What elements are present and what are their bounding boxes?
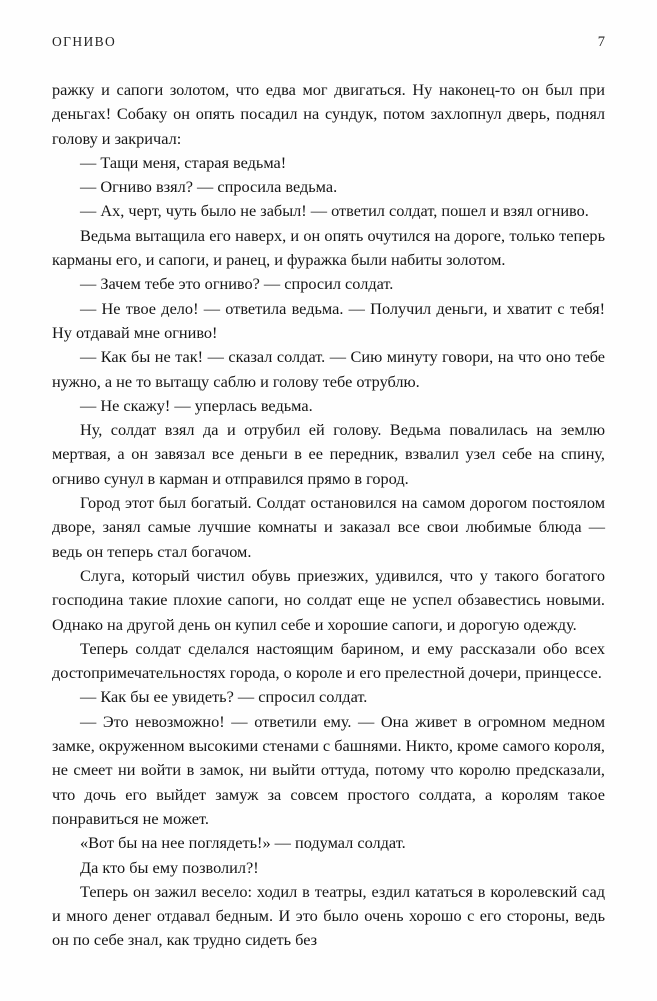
paragraph: — Огниво взял? — спросила ведьма. — [80, 177, 338, 197]
paragraph: — Это невозможно! — ответили ему. — Она живет в огромном медном замке, окруженном высокими стенами с башнями. Никто, кроме самого короля, не смеет ни войти в замок, ни выйти оттуда, потому что королю предсказали, что дочь его выйдет замуж за совсем простого солдата, а королям такое понравиться не может. — [52, 711, 606, 828]
paragraph: Ну, солдат взял да и отрубил ей голову. Ведьма повалилась на землю мертвая, а он завязал все деньги в ее передник, взвалил узел себе на спину, огниво сунул в карман и отправился прямо в город. — [52, 420, 605, 488]
page-content — [52, 34, 605, 953]
paragraph: Теперь он зажил весело: ходил в театры, ездил кататься в королевский сад и много денег отдавал бедным. И это было очень хорошо с его стороны, ведь он по себе знал, как трудно сидеть без — [52, 881, 605, 950]
page-number: 7 — [597, 34, 605, 50]
paragraph: — Тащи меня, старая ведьма! — [80, 152, 287, 172]
running-header — [52, 34, 605, 51]
paragraph: Ведьма вытащила его наверх, и он опять очутился на дороге, только теперь карманы его, и сапоги, и ранец, и фуражка были набиты золотом. — [52, 225, 605, 270]
paragraph: — Не скажу! — уперлась ведьма. — [80, 395, 313, 415]
paragraph: Город этот был богатый. Солдат остановился на самом дорогом постоялом дворе, занял самые лучшие комнаты и заказал все свои любимые блюда — ведь он теперь стал богачом. — [52, 493, 605, 561]
paragraph: Да кто бы ему позволил?! — [80, 857, 259, 877]
paragraph: — Как бы не так! — сказал солдат. — Сию минуту говори, на что оно тебе нужно, а не то вытащу саблю и голову тебе отрублю. — [52, 347, 605, 391]
running-head-title: ОГНИВО — [52, 34, 117, 49]
paragraph: — Зачем тебе это огниво? — спросил солдат. — [80, 274, 394, 294]
paragraph: — Как бы ее увидеть? — спросил солдат. — [80, 687, 368, 707]
body-text — [52, 78, 605, 953]
paragraph: Теперь солдат сделался настоящим барином, и ему рассказали обо всех достопримечательностях города, о короле и его прелестной дочери, принцессе. — [52, 638, 605, 683]
paragraph: ражку и сапоги золотом, что едва мог двигаться. Ну наконец-то он был при деньгах! Собаку он опять посадил на сундук, потом захлопнул дверь, поднял голову и закричал: — [52, 80, 605, 148]
paragraph: — Не твое дело! — ответила ведьма. — Получил деньги, и хватит с тебя! Ну отдавай мне огниво! — [52, 298, 605, 342]
paragraph: — Ах, черт, чуть было не забыл! — ответил солдат, пошел и взял огниво. — [80, 201, 589, 221]
paragraph: Слуга, который чистил обувь приезжих, удивился, что у такого богатого господина такие плохие сапоги, но солдат еще не успел обзавестись новыми. Однако на другой день он купил себе и хорошие сапоги, и дорогую одежду. — [52, 565, 605, 634]
paragraph: «Вот бы на нее поглядеть!» — подумал солдат. — [80, 833, 406, 853]
